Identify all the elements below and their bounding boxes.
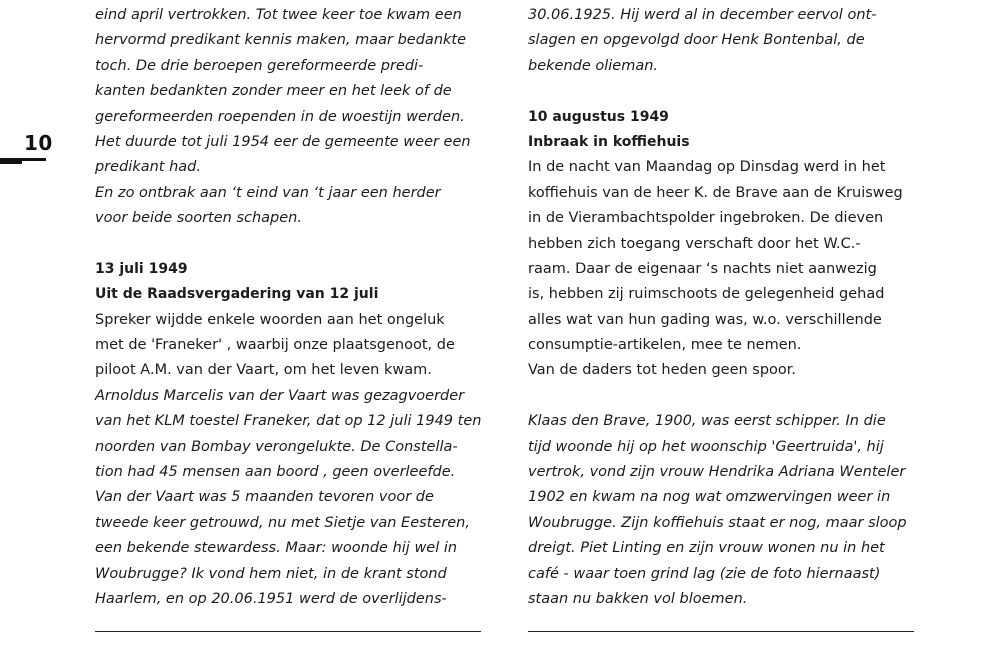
footer-rule-left: [95, 631, 481, 632]
article-heading: Inbraak in koffiehuis: [528, 133, 690, 150]
right-intro-block: [528, 3, 916, 79]
text-line: Van de daders tot heden geen spoor.: [528, 362, 797, 379]
text-line: gereformeerden roependen in de woestijn werden.: [95, 108, 465, 125]
paragraph-gap: [528, 384, 916, 409]
text-line: tijd woonde hij op het woonschip 'Geertruida', hij: [528, 438, 884, 455]
text-line: consumptie-artikelen, mee te nemen.: [528, 337, 802, 354]
text-line: is, hebben zij ruimschoots de gelegenheid gehad: [528, 286, 885, 303]
text-line: noorden van Bombay verongelukte. De Constella-: [95, 438, 458, 455]
text-line: alles wat van hun gading was, w.o. verschillende: [528, 311, 882, 328]
text-line: 30.06.1925. Hij werd al in december eervol ont-: [528, 7, 877, 23]
text-line: van het KLM toestel Franeker, dat op 12 juli 1949 ten: [95, 413, 482, 430]
text-line: slagen en opgevolgd door Henk Bontenbal, de: [528, 32, 865, 49]
page-number-bar: [0, 158, 46, 161]
text-line: Woubrugge. Zijn koffiehuis staat er nog, maar sloop: [528, 514, 907, 531]
text-line: in de Vierambachtspolder ingebroken. De dieven: [528, 210, 884, 227]
left-intro-block: [95, 3, 483, 232]
text-line: Spreker wijdde enkele woorden aan het ongeluk: [95, 311, 445, 328]
right-article-body: [528, 155, 916, 384]
left-column: [95, 3, 483, 612]
text-line: piloot A.M. van der Vaart, om het leven kwam.: [95, 362, 432, 379]
right-comment-block: [528, 409, 916, 612]
text-line: Haarlem, en op 20.06.1951 werd de overlijdens-: [95, 590, 447, 607]
left-comment-block: [95, 384, 483, 613]
article-heading: Uit de Raadsvergadering van 12 juli: [95, 286, 379, 303]
paragraph-gap: [95, 232, 483, 257]
text-line: voor beide soorten schapen.: [95, 210, 302, 227]
text-line: met de 'Franeker' , waarbij onze plaatsgenoot, de: [95, 337, 455, 354]
text-line: eind april vertrokken. Tot twee keer toe kwam een: [95, 7, 462, 23]
text-line: 1902 en kwam na nog wat omzwervingen weer in: [528, 489, 891, 506]
text-line: bekende olieman.: [528, 57, 659, 74]
article-date: 10 augustus 1949: [528, 108, 669, 125]
text-line: Het duurde tot juli 1954 eer de gemeente weer een: [95, 133, 471, 150]
text-line: En zo ontbrak aan ‘t eind van ‘t jaar een herder: [95, 184, 441, 201]
text-line: hebben zich toegang verschaft door het W.C.-: [528, 235, 861, 252]
text-line: Klaas den Brave, 1900, was eerst schipper. In die: [528, 413, 886, 430]
text-line: staan nu bakken vol bloemen.: [528, 590, 748, 607]
text-line: predikant had.: [95, 159, 201, 176]
left-article-body: [95, 308, 483, 384]
text-line: dreigt. Piet Linting en zijn vrouw wonen nu in het: [528, 540, 885, 557]
text-line: kanten bedankten zonder meer en het leek of de: [95, 83, 452, 100]
text-line: toch. De drie beroepen gereformeerde predi-: [95, 57, 424, 74]
paragraph-gap: [528, 79, 916, 104]
text-line: een bekende stewardess. Maar: woonde hij wel in: [95, 540, 458, 557]
right-column: [528, 3, 916, 612]
text-line: Van der Vaart was 5 maanden tevoren voor de: [95, 489, 434, 506]
text-line: vertrok, vond zijn vrouw Hendrika Adriana Wenteler: [528, 464, 906, 481]
text-line: Woubrugge? Ik vond hem niet, in de krant stond: [95, 565, 447, 582]
footer-rule-right: [528, 631, 914, 632]
text-line: Arnoldus Marcelis van der Vaart was gezagvoerder: [95, 387, 465, 404]
text-line: hervormd predikant kennis maken, maar bedankte: [95, 32, 467, 49]
page-number: 10: [24, 131, 53, 155]
text-line: tion had 45 mensen aan boord , geen overleefde.: [95, 464, 456, 481]
text-line: tweede keer getrouwd, nu met Sietje van Eesteren,: [95, 514, 470, 531]
text-line: koffiehuis van de heer K. de Brave aan de Kruisweg: [528, 184, 903, 201]
text-line: In de nacht van Maandag op Dinsdag werd in het: [528, 159, 886, 176]
text-line: café - waar toen grind lag (zie de foto hiernaast): [528, 565, 881, 582]
article-date: 13 juli 1949: [95, 260, 188, 277]
text-line: raam. Daar de eigenaar ‘s nachts niet aanwezig: [528, 260, 877, 277]
